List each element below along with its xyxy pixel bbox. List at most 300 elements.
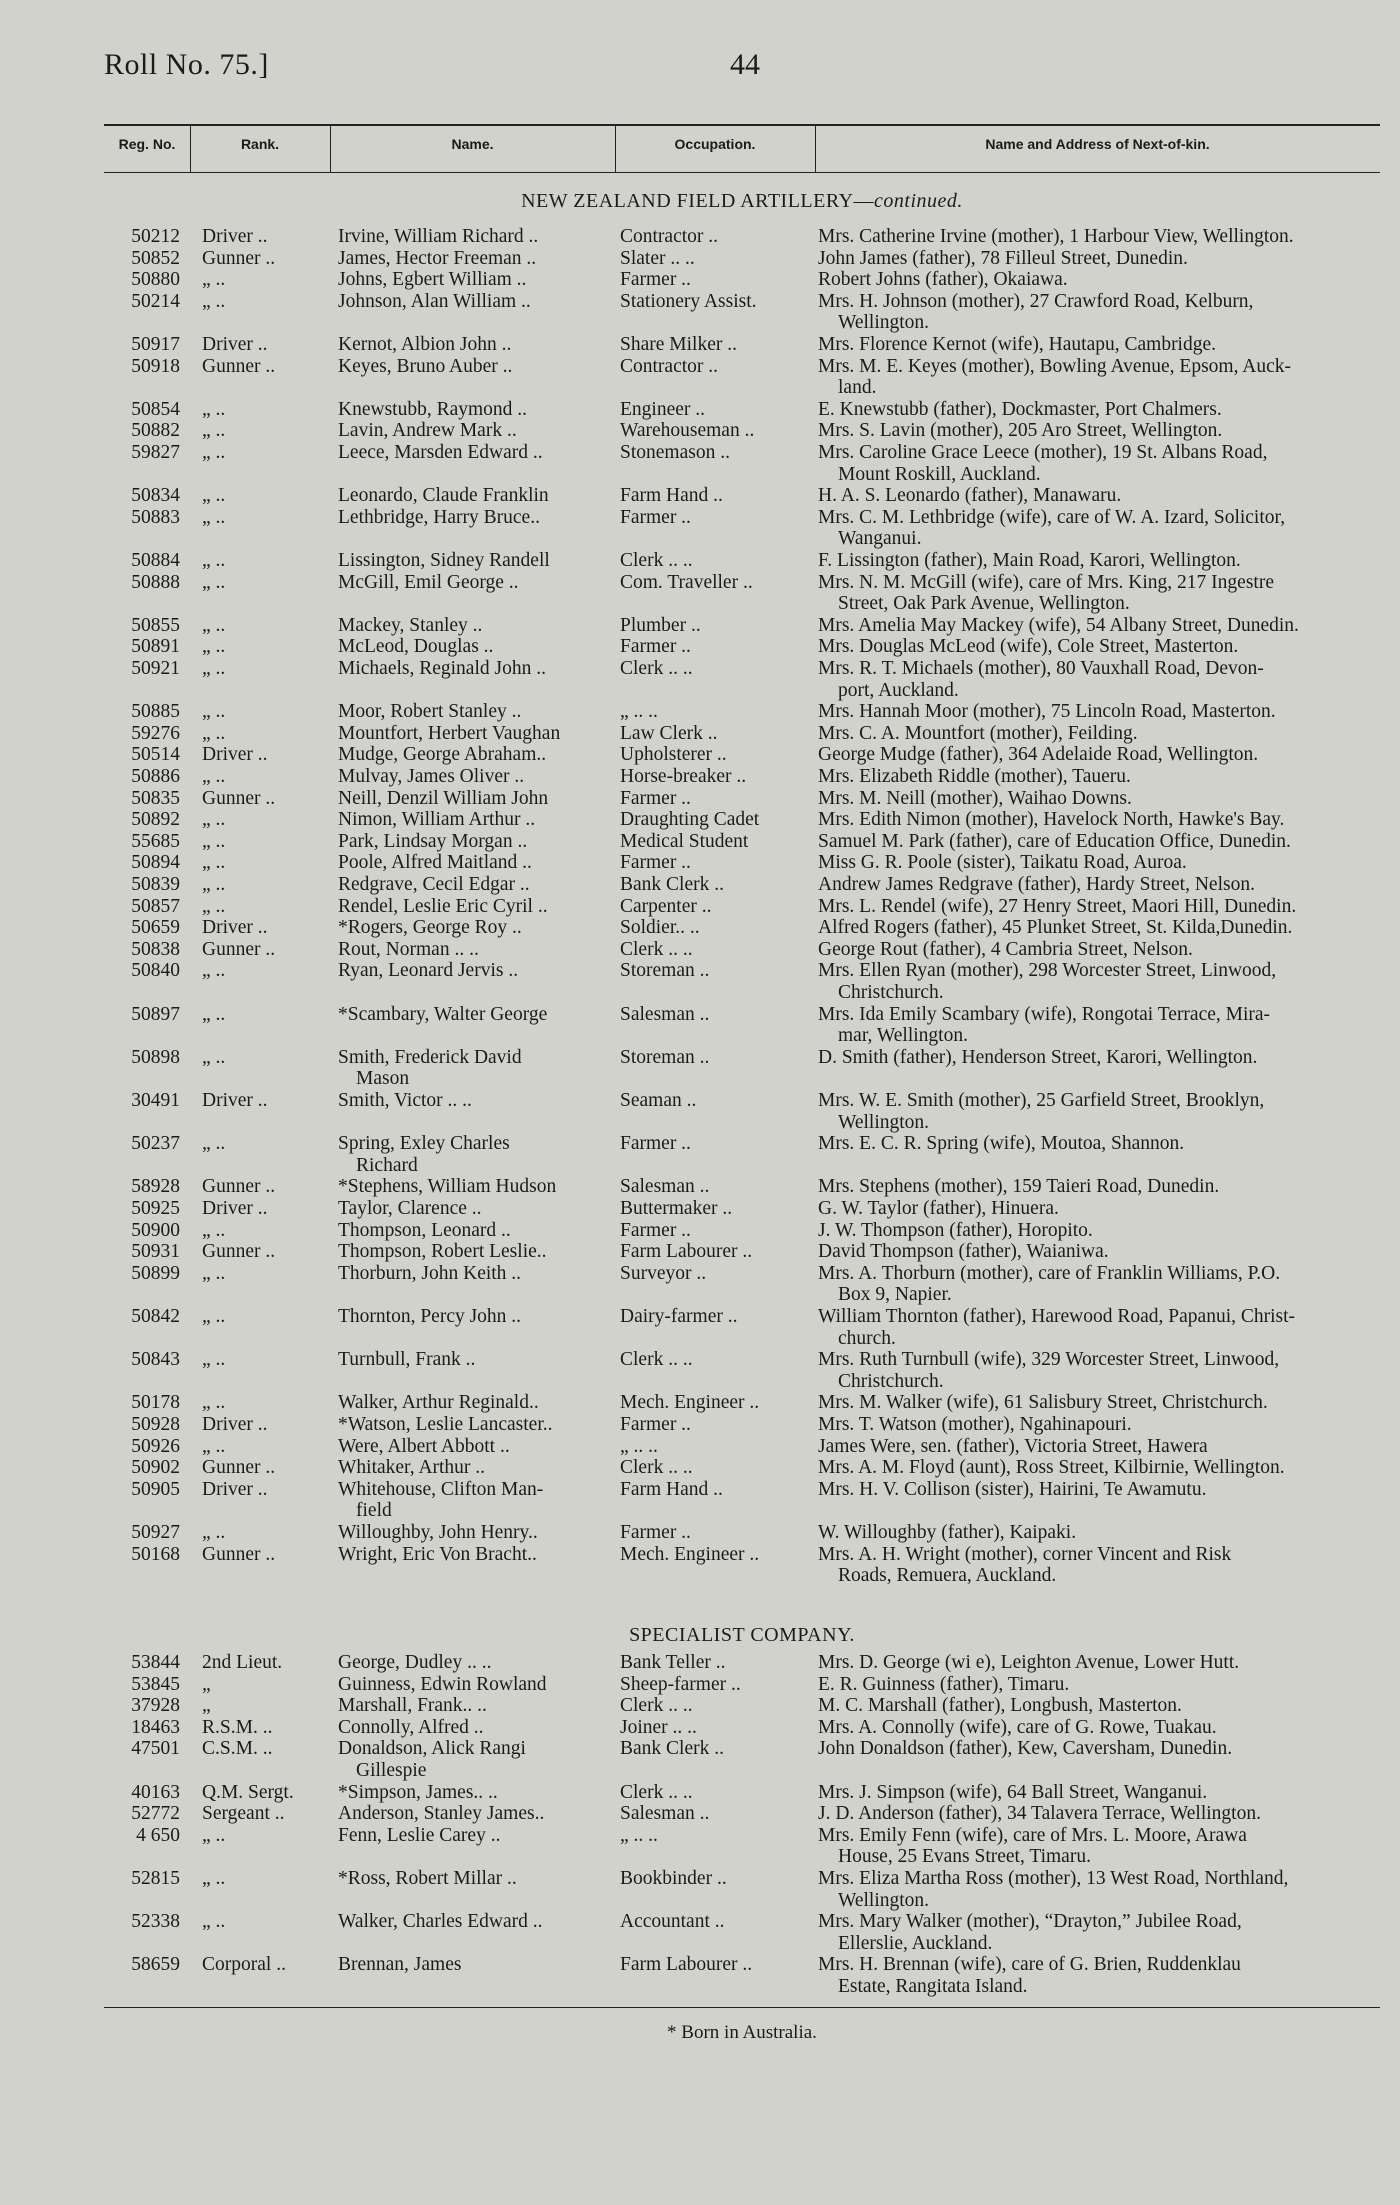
name-cell: Mackey, Stanley .. (338, 614, 483, 636)
reg-cell: 50855 (131, 614, 180, 636)
occupation-cell: Storeman .. (620, 960, 710, 982)
table-row (0, 1522, 1400, 1544)
rank-cell: Driver .. (202, 334, 268, 355)
name-cell: Keyes, Bruno Auber .. (338, 355, 513, 377)
table-row (0, 1695, 1400, 1717)
page-number: 44 (730, 48, 760, 81)
rank-cell: Gunner .. (202, 1457, 276, 1479)
table-row (0, 1825, 1400, 1868)
rank-cell: „ .. (202, 550, 226, 571)
kin-cell: Mrs. E. C. R. Spring (wife), Moutoa, Shannon. (818, 1133, 1185, 1155)
name-cell: Turnbull, Frank .. (338, 1349, 476, 1371)
name-cell: Leece, Marsden Edward .. (338, 442, 543, 463)
reg-cell: 50921 (131, 658, 180, 679)
name-cell: Park, Lindsay Morgan .. (338, 830, 528, 852)
rank-cell: Driver .. (202, 917, 268, 939)
kin-cell: David Thompson (father), Waianiwa. (818, 1241, 1109, 1263)
name-cell: Kernot, Albion John .. (338, 334, 512, 355)
reg-cell: 50898 (131, 1046, 180, 1068)
table-row (0, 701, 1400, 723)
rank-cell: „ .. (202, 1868, 226, 1889)
reg-cell: 50894 (131, 852, 180, 874)
kin-cell: Mrs. M. Neill (mother), Waihao Downs. (818, 787, 1132, 809)
rank-cell: „ .. (202, 1349, 226, 1371)
rank-cell: Sergeant .. (202, 1803, 285, 1825)
occupation-cell: Clerk .. .. (620, 1781, 693, 1803)
occupation-cell: Stationery Assist. (620, 290, 757, 312)
occupation-cell: Farmer .. (620, 1522, 691, 1543)
name-cell: Spring, Exley Charles Richard (338, 1133, 510, 1176)
rank-cell: „ .. (202, 269, 226, 291)
occupation-cell: „ .. .. (620, 1824, 658, 1846)
kin-cell: Mrs. H. V. Collison (sister), Hairini, Te Awamutu. (818, 1478, 1207, 1500)
rank-cell: C.S.M. .. (202, 1738, 273, 1760)
kin-cell: Mrs. R. T. Michaels (mother), 80 Vauxhall Road, Devon- port, Auckland. (818, 658, 1264, 701)
table-row (0, 1954, 1400, 1997)
reg-cell: 53845 (131, 1673, 180, 1695)
rank-cell: Gunner .. (202, 787, 276, 809)
footnote: * Born in Australia. (667, 2022, 817, 2043)
name-cell: *Rogers, George Roy .. (338, 917, 522, 939)
name-cell: Thompson, Leonard .. (338, 1219, 511, 1241)
kin-cell: Andrew James Redgrave (father), Hardy Street, Nelson. (818, 874, 1255, 895)
occupation-cell: Stonemason .. (620, 442, 730, 463)
occupation-cell: Plumber .. (620, 614, 701, 636)
table-row (0, 1306, 1400, 1349)
name-cell: Rout, Norman .. .. (338, 938, 479, 960)
header-rule-top (104, 124, 1380, 126)
occupation-cell: Law Clerk .. (620, 722, 718, 744)
rank-cell: Q.M. Sergt. (202, 1781, 294, 1803)
occupation-cell: Share Milker .. (620, 334, 737, 355)
occupation-cell: Carpenter .. (620, 895, 712, 917)
occupation-cell: Sheep-farmer .. (620, 1673, 741, 1695)
section-title-artillery: NEW ZEALAND FIELD ARTILLERY—continued. (521, 190, 963, 212)
rank-cell: Driver .. (202, 226, 268, 247)
rank-cell: „ .. (202, 852, 226, 874)
table-row (0, 1090, 1400, 1133)
rank-cell: „ .. (202, 1911, 226, 1933)
rank-cell: „ .. (202, 1003, 226, 1025)
name-cell: Whitehouse, Clifton Man- field (338, 1478, 544, 1522)
occupation-cell: Farmer .. (620, 269, 691, 291)
reg-cell: 50882 (131, 420, 180, 442)
kin-cell: Mrs. Mary Walker (mother), “Drayton,” Jubilee Road, Ellerslie, Auckland. (818, 1911, 1242, 1954)
table-row (0, 896, 1400, 918)
table-row (0, 1176, 1400, 1198)
table-row (0, 723, 1400, 745)
occupation-cell: Engineer .. (620, 398, 706, 420)
occupation-cell: Draughting Cadet (620, 809, 760, 831)
kin-cell: E. R. Guinness (father), Timaru. (818, 1673, 1070, 1695)
occupation-cell: Com. Traveller .. (620, 571, 753, 593)
rank-cell: Gunner .. (202, 1176, 276, 1198)
table-row (0, 1457, 1400, 1479)
name-cell: Brennan, James (338, 1954, 462, 1976)
name-cell: Smith, Victor .. .. (338, 1090, 472, 1111)
reg-cell: 52338 (131, 1911, 180, 1933)
kin-cell: Mrs. Edith Nimon (mother), Havelock North, Hawke's Bay. (818, 809, 1285, 831)
kin-cell: Mrs. Eliza Martha Ross (mother), 13 West Road, Northland, Wellington. (818, 1868, 1289, 1911)
rank-cell: „ (202, 1673, 211, 1695)
occupation-cell: Farmer .. (620, 787, 691, 809)
kin-cell: John Donaldson (father), Kew, Caversham, Dunedin. (818, 1738, 1233, 1760)
kin-cell: Mrs. A. Thorburn (mother), care of Franklin Williams, P.O. Box 9, Napier. (818, 1262, 1281, 1306)
kin-cell: Mrs. N. M. McGill (wife), care of Mrs. King, 217 Ingestre Street, Oak Park Avenue, Wellington. (818, 571, 1274, 615)
kin-cell: George Rout (father), 4 Cambria Street, Nelson. (818, 938, 1193, 960)
rank-cell: „ .. (202, 830, 226, 852)
name-cell: Redgrave, Cecil Edgar .. (338, 874, 530, 895)
reg-cell: 4 650 (136, 1824, 180, 1846)
table-row (0, 1652, 1400, 1674)
occupation-cell: Clerk .. .. (620, 938, 693, 960)
name-cell: *Simpson, James.. .. (338, 1781, 498, 1803)
table-row (0, 939, 1400, 961)
name-cell: *Watson, Leslie Lancaster.. (338, 1414, 553, 1435)
table-row (0, 1263, 1400, 1306)
kin-cell: Mrs. Ellen Ryan (mother), 298 Worcester Street, Linwood, Christchurch. (818, 960, 1277, 1003)
name-cell: Mulvay, James Oliver .. (338, 766, 525, 787)
table-row (0, 1717, 1400, 1739)
kin-cell: J. W. Thompson (father), Horopito. (818, 1219, 1093, 1241)
name-cell: Irvine, William Richard .. (338, 226, 539, 247)
table-row (0, 1220, 1400, 1242)
table-row (0, 334, 1400, 356)
table-row (0, 1241, 1400, 1263)
reg-cell: 52815 (131, 1868, 180, 1889)
table-row (0, 1349, 1400, 1392)
table-row (0, 1198, 1400, 1220)
header-rule-bottom (104, 172, 1380, 173)
occupation-cell: Contractor .. (620, 226, 719, 247)
name-cell: Ryan, Leonard Jervis .. (338, 960, 519, 982)
name-cell: *Scambary, Walter George (338, 1003, 548, 1025)
reg-cell: 50900 (131, 1219, 180, 1241)
table-row (0, 809, 1400, 831)
kin-cell: Mrs. M. Walker (wife), 61 Salisbury Street, Christchurch. (818, 1392, 1268, 1414)
occupation-cell: Farmer .. (620, 1219, 691, 1241)
rank-cell: „ .. (202, 420, 226, 442)
reg-cell: 50905 (131, 1478, 180, 1500)
reg-cell: 59276 (131, 722, 180, 744)
name-cell: Guinness, Edwin Rowland (338, 1673, 547, 1695)
table-row (0, 831, 1400, 853)
col-occupation: Occupation. (674, 136, 756, 152)
name-cell: Donaldson, Alick Rangi Gillespie (338, 1738, 526, 1781)
table-row (0, 1674, 1400, 1696)
occupation-cell: Clerk .. .. (620, 550, 693, 571)
rank-cell: Driver .. (202, 1414, 268, 1435)
table-row (0, 766, 1400, 788)
rank-cell: „ .. (202, 874, 226, 895)
col-reg: Reg. No. (118, 136, 176, 152)
name-cell: Lissington, Sidney Randell (338, 550, 550, 571)
kin-cell: Mrs. H. Brennan (wife), care of G. Brien, Ruddenklau Estate, Rangitata Island. (818, 1954, 1241, 1997)
reg-cell: 58659 (131, 1954, 180, 1976)
table-row (0, 960, 1400, 1003)
table-row (0, 291, 1400, 334)
name-cell: Poole, Alfred Maitland .. (338, 852, 532, 874)
kin-cell: George Mudge (father), 364 Adelaide Road, Wellington. (818, 744, 1259, 766)
occupation-cell: Farm Hand .. (620, 485, 723, 507)
table-row (0, 356, 1400, 399)
name-cell: Michaels, Reginald John .. (338, 658, 546, 679)
kin-cell: G. W. Taylor (father), Hinuera. (818, 1198, 1059, 1219)
rank-cell: Gunner .. (202, 938, 276, 960)
occupation-cell: Soldier.. .. (620, 917, 700, 939)
kin-cell: Mrs. A. H. Wright (mother), corner Vincent and Risk Roads, Remuera, Auckland. (818, 1543, 1232, 1587)
rank-cell: „ (202, 1695, 211, 1717)
rank-cell: „ .. (202, 571, 226, 593)
table-row (0, 485, 1400, 507)
rank-cell: Driver .. (202, 744, 268, 766)
table-row (0, 1479, 1400, 1522)
reg-cell: 50840 (131, 960, 180, 982)
reg-cell: 47501 (131, 1738, 180, 1760)
reg-cell: 50839 (131, 874, 180, 895)
name-cell: Lethbridge, Harry Bruce.. (338, 506, 540, 528)
reg-cell: 50891 (131, 636, 180, 658)
occupation-cell: Bookbinder .. (620, 1868, 727, 1889)
occupation-cell: Farm Hand .. (620, 1478, 723, 1500)
kin-cell: D. Smith (father), Henderson Street, Karori, Wellington. (818, 1046, 1258, 1068)
name-cell: McLeod, Douglas .. (338, 636, 494, 658)
reg-cell: 50854 (131, 398, 180, 420)
kin-cell: Mrs. A. M. Floyd (aunt), Ross Street, Kilbirnie, Wellington. (818, 1457, 1285, 1479)
section-title-specialist: SPECIALIST COMPANY. (629, 1624, 855, 1646)
kin-cell: Mrs. M. E. Keyes (mother), Bowling Avenue, Epsom, Auck- land. (818, 355, 1291, 399)
occupation-cell: Accountant .. (620, 1911, 725, 1933)
rank-cell: „ .. (202, 701, 226, 723)
name-cell: Nimon, William Arthur .. (338, 809, 536, 831)
occupation-cell: Clerk .. .. (620, 1349, 693, 1371)
rank-cell: Gunner .. (202, 247, 276, 269)
kin-cell: Samuel M. Park (father), care of Education Office, Dunedin. (818, 830, 1291, 852)
reg-cell: 50897 (131, 1003, 180, 1025)
occupation-cell: Salesman .. (620, 1003, 710, 1025)
table-row (0, 636, 1400, 658)
reg-cell: 37928 (131, 1695, 180, 1717)
occupation-cell: Mech. Engineer .. (620, 1543, 760, 1565)
rank-cell: „ .. (202, 895, 226, 917)
reg-cell: 50212 (131, 226, 180, 247)
occupation-cell: Surveyor .. (620, 1262, 707, 1284)
name-cell: Taylor, Clarence .. (338, 1198, 482, 1219)
name-cell: George, Dudley .. .. (338, 1652, 492, 1673)
reg-cell: 50857 (131, 895, 180, 917)
rank-cell: „ .. (202, 398, 226, 420)
footer-rule (104, 2007, 1380, 2008)
table-row (0, 1911, 1400, 1954)
reg-cell: 59827 (131, 442, 180, 463)
occupation-cell: Buttermaker .. (620, 1198, 733, 1219)
table-row (0, 1436, 1400, 1458)
kin-cell: Mrs. Douglas McLeod (wife), Cole Street, Masterton. (818, 636, 1239, 658)
kin-cell: Mrs. Ruth Turnbull (wife), 329 Worcester Street, Linwood, Christchurch. (818, 1349, 1280, 1392)
name-cell: Marshall, Frank.. .. (338, 1695, 487, 1717)
table-row (0, 1782, 1400, 1804)
table-row (0, 550, 1400, 572)
reg-cell: 30491 (131, 1090, 180, 1111)
kin-cell: John James (father), 78 Filleul Street, Dunedin. (818, 247, 1188, 269)
name-cell: *Stephens, William Hudson (338, 1176, 557, 1198)
reg-cell: 50168 (131, 1543, 180, 1565)
name-cell: Moor, Robert Stanley .. (338, 701, 522, 723)
occupation-cell: „ .. .. (620, 701, 658, 723)
rank-cell: „ .. (202, 1262, 226, 1284)
table-row (0, 1133, 1400, 1176)
kin-cell: Mrs. L. Rendel (wife), 27 Henry Street, Maori Hill, Dunedin. (818, 895, 1297, 917)
col-name: Name. (451, 136, 494, 152)
kin-cell: Mrs. C. M. Lethbridge (wife), care of W. A. Izard, Solicitor, Wanganui. (818, 506, 1286, 550)
reg-cell: 50931 (131, 1241, 180, 1263)
name-cell: *Ross, Robert Millar .. (338, 1868, 517, 1889)
table-row (0, 442, 1400, 485)
occupation-cell: Farm Labourer .. (620, 1241, 753, 1263)
table-row (0, 1047, 1400, 1090)
occupation-cell: „ .. .. (620, 1435, 658, 1457)
reg-cell: 50928 (131, 1414, 180, 1435)
occupation-cell: Storeman .. (620, 1046, 710, 1068)
table-row (0, 917, 1400, 939)
kin-cell: James Were, sen. (father), Victoria Street, Hawera (818, 1435, 1208, 1457)
kin-cell: William Thornton (father), Harewood Road, Papanui, Christ- church. (818, 1306, 1296, 1349)
reg-cell: 50917 (131, 334, 180, 355)
reg-cell: 50925 (131, 1198, 180, 1219)
kin-cell: Mrs. S. Lavin (mother), 205 Aro Street, Wellington. (818, 420, 1223, 442)
table-row (0, 1738, 1400, 1781)
name-cell: Leonardo, Claude Franklin (338, 485, 549, 507)
name-cell: Fenn, Leslie Carey .. (338, 1824, 501, 1846)
occupation-cell: Clerk .. .. (620, 658, 693, 679)
reg-cell: 50852 (131, 247, 180, 269)
name-cell: Smith, Frederick David Mason (338, 1046, 522, 1090)
name-cell: Willoughby, John Henry.. (338, 1522, 538, 1543)
occupation-cell: Contractor .. (620, 355, 719, 377)
name-cell: Anderson, Stanley James.. (338, 1803, 545, 1825)
kin-cell: Robert Johns (father), Okaiawa. (818, 269, 1068, 291)
rank-cell: „ .. (202, 290, 226, 312)
rank-cell: „ .. (202, 506, 226, 528)
reg-cell: 50178 (131, 1392, 180, 1414)
reg-cell: 50884 (131, 550, 180, 571)
rank-cell: „ .. (202, 960, 226, 982)
name-cell: Walker, Arthur Reginald.. (338, 1392, 539, 1414)
rank-cell: Gunner .. (202, 1241, 276, 1263)
occupation-cell: Farmer .. (620, 852, 691, 874)
reg-cell: 58928 (131, 1176, 180, 1198)
occupation-cell: Dairy-farmer .. (620, 1306, 738, 1327)
name-cell: Walker, Charles Edward .. (338, 1911, 543, 1933)
name-cell: Johnson, Alan William .. (338, 290, 531, 312)
col-rank: Rank. (240, 136, 280, 152)
table-row (0, 420, 1400, 442)
rank-cell: „ .. (202, 766, 226, 787)
table-row (0, 1868, 1400, 1911)
name-cell: Mudge, George Abraham.. (338, 744, 547, 766)
reg-cell: 50842 (131, 1306, 180, 1327)
kin-cell: E. Knewstubb (father), Dockmaster, Port Chalmers. (818, 398, 1222, 420)
table-row (0, 1004, 1400, 1047)
kin-cell: Mrs. Emily Fenn (wife), care of Mrs. L. Moore, Arawa House, 25 Evans Street, Timaru. (818, 1824, 1247, 1868)
reg-cell: 50838 (131, 938, 180, 960)
table-row (0, 507, 1400, 550)
kin-cell: Mrs. Stephens (mother), 159 Taieri Road, Dunedin. (818, 1176, 1220, 1198)
rank-cell: „ .. (202, 442, 226, 463)
kin-cell: Mrs. Ida Emily Scambary (wife), Rongotai Terrace, Mira- mar, Wellington. (818, 1003, 1271, 1047)
occupation-cell: Bank Teller .. (620, 1652, 726, 1673)
kin-cell: M. C. Marshall (father), Longbush, Masterton. (818, 1695, 1182, 1717)
kin-cell: Mrs. Elizabeth Riddle (mother), Taueru. (818, 766, 1131, 787)
reg-cell: 50237 (131, 1133, 180, 1155)
kin-cell: Mrs. Catherine Irvine (mother), 1 Harbour View, Wellington. (818, 226, 1294, 247)
name-cell: Rendel, Leslie Eric Cyril .. (338, 895, 548, 917)
rank-cell: „ .. (202, 1046, 226, 1068)
occupation-cell: Joiner .. .. (620, 1716, 697, 1738)
kin-cell: Mrs. W. E. Smith (mother), 25 Garfield Street, Brooklyn, Wellington. (818, 1090, 1265, 1133)
table-row (0, 1803, 1400, 1825)
rank-cell: „ .. (202, 636, 226, 658)
rank-cell: „ .. (202, 658, 226, 679)
table-row (0, 874, 1400, 896)
occupation-cell: Warehouseman .. (620, 420, 755, 442)
occupation-cell: Medical Student (620, 830, 749, 852)
kin-cell: Miss G. R. Poole (sister), Taikatu Road, Auroa. (818, 852, 1187, 874)
rank-cell: „ .. (202, 614, 226, 636)
table-row (0, 248, 1400, 270)
reg-cell: 50883 (131, 506, 180, 528)
reg-cell: 50214 (131, 290, 180, 312)
table-row (0, 744, 1400, 766)
rank-cell: „ .. (202, 485, 226, 507)
rank-cell: „ .. (202, 1824, 226, 1846)
kin-cell: H. A. S. Leonardo (father), Manawaru. (818, 485, 1122, 507)
table-row (0, 1414, 1400, 1436)
table-row (0, 269, 1400, 291)
occupation-cell: Salesman .. (620, 1803, 710, 1825)
occupation-cell: Seaman .. (620, 1090, 697, 1111)
table-row (0, 1392, 1400, 1414)
occupation-cell: Slater .. .. (620, 247, 695, 269)
occupation-cell: Mech. Engineer .. (620, 1392, 760, 1414)
rank-cell: „ .. (202, 1219, 226, 1241)
name-cell: Whitaker, Arthur .. (338, 1457, 486, 1479)
rank-cell: Gunner .. (202, 355, 276, 377)
rank-cell: „ .. (202, 1133, 226, 1155)
table-row (0, 572, 1400, 615)
rank-cell: „ .. (202, 1392, 226, 1414)
name-cell: Knewstubb, Raymond .. (338, 398, 528, 420)
occupation-cell: Clerk .. .. (620, 1695, 693, 1717)
name-cell: Thompson, Robert Leslie.. (338, 1241, 547, 1263)
occupation-cell: Farmer .. (620, 1133, 691, 1155)
name-cell: Lavin, Andrew Mark .. (338, 420, 517, 442)
name-cell: Johns, Egbert William .. (338, 269, 527, 291)
reg-cell: 50892 (131, 809, 180, 831)
kin-cell: J. D. Anderson (father), 34 Talavera Terrace, Wellington. (818, 1803, 1261, 1825)
occupation-cell: Bank Clerk .. (620, 874, 724, 895)
rank-cell: Gunner .. (202, 1543, 276, 1565)
kin-cell: Mrs. J. Simpson (wife), 64 Ball Street, Wanganui. (818, 1781, 1208, 1803)
occupation-cell: Farm Labourer .. (620, 1954, 753, 1976)
occupation-cell: Horse-breaker .. (620, 766, 747, 787)
kin-cell: Mrs. Caroline Grace Leece (mother), 19 St. Albans Road, Mount Roskill, Auckland. (818, 442, 1268, 485)
rank-cell: Corporal .. (202, 1954, 286, 1976)
reg-cell: 50514 (131, 744, 180, 766)
reg-cell: 50927 (131, 1522, 180, 1543)
reg-cell: 50886 (131, 766, 180, 787)
occupation-cell: Clerk .. .. (620, 1457, 693, 1479)
